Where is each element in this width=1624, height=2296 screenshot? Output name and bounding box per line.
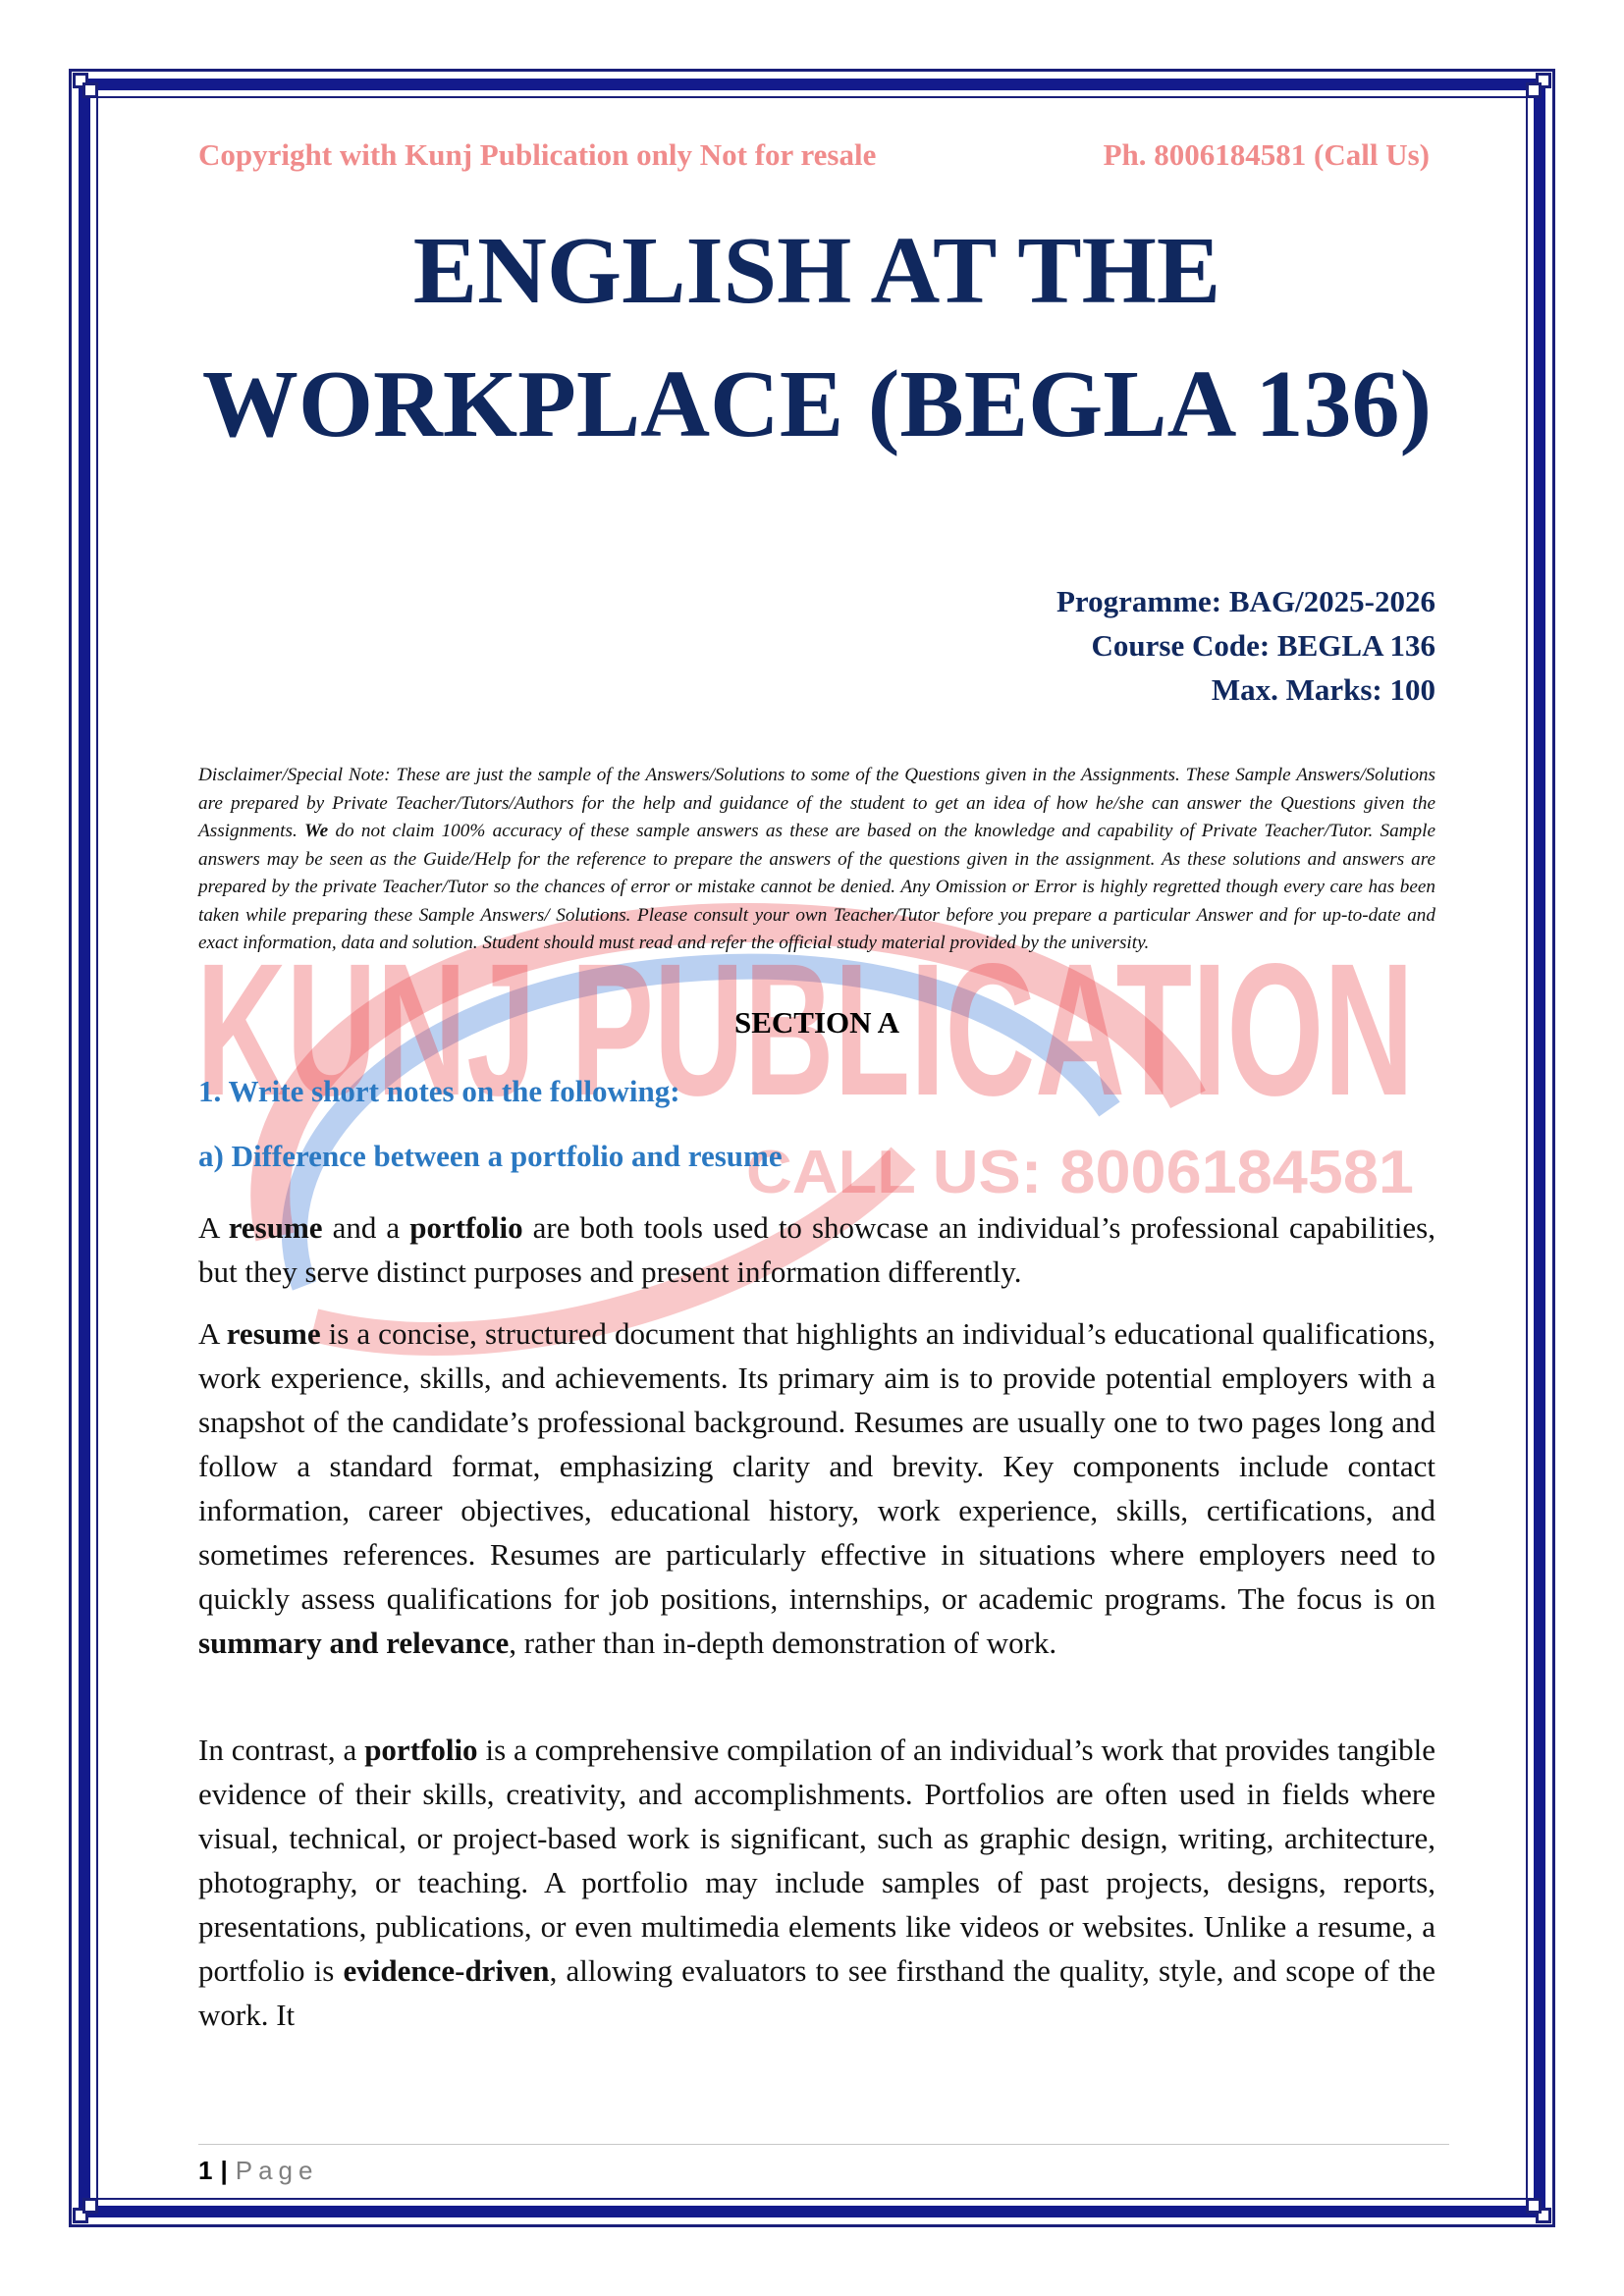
phone-text: Ph. 8006184581 (Call Us): [1103, 137, 1430, 172]
corner-ornament: [73, 2194, 102, 2223]
title-line-2: WORKPLACE (BEGLA 136): [201, 351, 1433, 457]
page-label: Page: [235, 2156, 319, 2185]
disclaimer: [198, 762, 1435, 958]
title-line-1: ENGLISH AT THE: [412, 218, 1221, 324]
disclaimer-text: Disclaimer/Special Note: These are just the sample of the Answers/Solutions to some of the Questions given in the Assignments. These Sample Answers/Solutions are prepared by Private Teacher/Tutors/Authors for the help and guidance of the student to get an idea of how he/she can answer the Questions given the Assignments.: [198, 765, 1435, 841]
question-heading: 1. Write short notes on the following:: [198, 1074, 680, 1108]
paragraph-intro: A resume and a portfolio are both tools used to showcase an individual’s professional capabilities, but they serve distinct purposes and present information differently.: [198, 1210, 1435, 1289]
paragraph-portfolio: In contrast, a portfolio is a comprehensive compilation of an individual’s work that provides tangible evidence of their skills, creativity, and accomplishments. Portfolios are often used in fields where visual, technical, or project-based work is significant, such as graphic design, writing, architecture, photography, or teaching. A portfolio may include samples of past projects, designs, reports, presentations, publications, or even multimedia elements like videos or websites. Unlike a resume, a portfolio is evidence-driven, allowing evaluators to see firsthand the quality, style, and scope of the work. It: [198, 1733, 1435, 2032]
document-title: [198, 204, 1435, 471]
course-meta: [198, 579, 1435, 712]
footer-divider: [198, 2144, 1449, 2145]
corner-ornament: [1522, 2194, 1551, 2223]
max-marks: Max. Marks: 100: [1211, 672, 1435, 707]
page-number: 1: [198, 2156, 213, 2185]
corner-ornament: [73, 73, 102, 102]
page-footer: [198, 2156, 318, 2186]
disclaimer-bold: We: [304, 821, 329, 841]
section-heading: SECTION A: [734, 1005, 899, 1040]
subquestion-heading: a) Difference between a portfolio and resume: [198, 1139, 783, 1173]
copyright-header: [198, 137, 1435, 173]
watermark-text: KUNJ PUBLICATION: [196, 924, 1414, 1135]
copyright-text: Copyright with Kunj Publication only Not for resale: [198, 137, 877, 172]
footer-separator: |: [220, 2156, 228, 2185]
paragraph-resume: A resume is a concise, structured document that highlights an individual’s educational qualifications, work experience, skills, and achievements. Its primary aim is to provide potential employers with a snapshot of the candidate’s professional background. Resumes are usually one to two pages long and follow a standard format, emphasizing clarity and brevity. Key components include contact information, career objectives, educational history, work experience, skills, certifications, and sometimes references. Resumes are particularly effective in situations where employers need to quickly assess qualifications for job positions, internships, or academic programs. The focus is on summary and relevance, rather than in-depth demonstration of work.: [198, 1316, 1435, 1660]
disclaimer-text-cont: do not claim 100% accuracy of these sample answers as these are based on the knowledge and capability of Private Teacher/Tutor. Sample answers may be seen as the Guide/Help for the reference to prepare the answers of the questions given in the assignment. As these solutions and answers are prepared by the private Teacher/Tutor so the chances of error or mistake cannot be denied. Any Omission or Error is highly regretted though every care has been taken while preparing these Sample Answers/ Solutions. Please consult your own Teacher/Tutor before you prepare a particular Answer and for up-to-date and exact information, data and solution. Student should must read and refer the official study material provided by the university.: [198, 821, 1436, 953]
programme: Programme: BAG/2025-2026: [1056, 584, 1435, 618]
course-code: Course Code: BEGLA 136: [1091, 628, 1435, 663]
watermark-subtext: CALL US: 8006184581: [746, 1139, 1414, 1206]
corner-ornament: [1522, 73, 1551, 102]
